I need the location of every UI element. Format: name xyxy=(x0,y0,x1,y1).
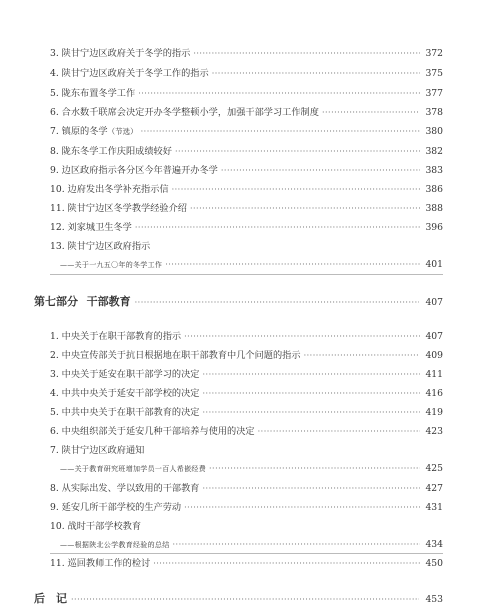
toc-entry[interactable] xyxy=(50,184,443,196)
entry-page: 383 xyxy=(425,165,443,176)
entry-title: 8. 陇东冬学工作庆阳成绩较好 xyxy=(50,146,172,157)
leader-dots xyxy=(175,146,420,158)
entry-title: 10. 战时干部学校教育 xyxy=(50,521,142,532)
toc-entry-sub[interactable] xyxy=(60,259,443,271)
entry-page: 380 xyxy=(425,126,443,137)
toc-entry-sub[interactable] xyxy=(60,463,443,475)
leader-dots xyxy=(172,184,420,196)
entry-title: 3. 陕甘宁边区政府关于冬学的指示 xyxy=(50,48,191,59)
entry-title: 4. 中共中央关于延安干部学校的决定 xyxy=(50,388,200,399)
entry-title: 7. 陕甘宁边区政府通知 xyxy=(50,445,145,456)
toc-entry[interactable] xyxy=(50,146,443,158)
entry-title: 12. 刘家城卫生冬学 xyxy=(50,222,132,233)
leader-dots xyxy=(203,388,421,400)
afterword-page: 453 xyxy=(425,594,443,605)
toc-entry[interactable] xyxy=(50,68,443,80)
leader-dots xyxy=(203,483,421,495)
entry-page: 377 xyxy=(425,88,443,99)
leader-dots xyxy=(190,203,420,215)
divider xyxy=(50,553,443,554)
entry-title: 8. 从实际出发、学以致用的干部教育 xyxy=(50,483,200,494)
toc-entry[interactable] xyxy=(50,48,443,60)
part-label: 第七部分 xyxy=(34,295,78,308)
entry-title: 5. 陇东布置冬学工作 xyxy=(50,88,136,99)
entry-page: 396 xyxy=(425,222,443,233)
entry-page: 372 xyxy=(425,48,443,59)
entry-title: 11. 巡回教师工作的检讨 xyxy=(50,558,151,569)
leader-dots xyxy=(184,331,420,343)
toc-entry[interactable] xyxy=(50,483,443,495)
entry-title: 1. 中央关于在职干部教育的指示 xyxy=(50,331,182,342)
leader-dots xyxy=(203,407,421,419)
entry-title: 6. 中央组织部关于延安几种干部培养与使用的决定 xyxy=(50,426,255,437)
entry-title: 3. 中央关于延安在职干部学习的决定 xyxy=(50,369,200,380)
entry-title: 11. 陕甘宁边区冬学教学经验介绍 xyxy=(50,203,187,214)
leader-dots xyxy=(258,426,420,438)
leader-dots xyxy=(193,48,420,60)
toc-entry[interactable] xyxy=(50,407,443,419)
toc-entry[interactable] xyxy=(50,165,443,177)
entry-page: 407 xyxy=(425,331,443,342)
toc-entry[interactable] xyxy=(50,521,443,533)
leader-dots xyxy=(209,463,420,475)
entry-page: 427 xyxy=(425,483,443,494)
entry-page: 450 xyxy=(425,558,443,569)
entry-page: 375 xyxy=(425,68,443,79)
leader-dots xyxy=(322,107,420,119)
leader-dots xyxy=(141,126,420,138)
leader-dots xyxy=(153,558,420,570)
entry-page: 378 xyxy=(425,107,443,118)
entry-title: 10. 边府发出冬学补充指示信 xyxy=(50,184,169,195)
toc-entry[interactable] xyxy=(50,426,443,438)
toc-entry[interactable] xyxy=(50,203,443,215)
leader-dots xyxy=(203,369,421,381)
entry-title: 13. 陕甘宁边区政府指示 xyxy=(50,241,151,252)
entry-page: 431 xyxy=(425,502,443,513)
divider xyxy=(50,274,443,275)
entry-title: 5. 中共中央关于在职干部教育的决定 xyxy=(50,407,200,418)
entry-page: 419 xyxy=(425,407,443,418)
entry-title: 7. 镇原的冬学（节选） xyxy=(50,126,138,137)
leader-dots xyxy=(304,350,420,362)
toc-entry[interactable] xyxy=(50,388,443,400)
toc-entry[interactable] xyxy=(50,369,443,381)
toc-entry[interactable] xyxy=(50,222,443,234)
entry-title: 4. 陕甘宁边区政府关于冬学工作的指示 xyxy=(50,68,209,79)
leader-dots xyxy=(173,539,421,551)
entry-page: 425 xyxy=(425,463,443,474)
entry-title: 2. 中央宣传部关于抗日根据地在职干部教育中几个问题的指示 xyxy=(50,350,301,361)
entry-page: 409 xyxy=(425,350,443,361)
part-name: 干部教育 xyxy=(86,295,131,308)
entry-page: 401 xyxy=(425,259,443,270)
leader-dots xyxy=(71,593,419,607)
entry-page: 382 xyxy=(425,146,443,157)
entry-page: 416 xyxy=(425,388,443,399)
toc-entry[interactable] xyxy=(50,241,443,253)
leader-dots xyxy=(184,502,420,514)
afterword-label: 后 记 xyxy=(34,592,67,605)
entry-page: 423 xyxy=(425,426,443,437)
toc-entry[interactable] xyxy=(50,107,443,119)
leader-dots xyxy=(135,296,419,310)
entry-page: 434 xyxy=(425,539,443,550)
entry-note: （节选） xyxy=(107,127,138,136)
toc-entry[interactable] xyxy=(50,331,443,343)
entry-subtitle: ——根据陕北公学教育经验的总结 xyxy=(60,541,170,549)
toc-entry-sub[interactable] xyxy=(60,539,443,551)
entry-subtitle: ——关于一九五〇年的冬学工作 xyxy=(60,261,163,269)
toc-entry[interactable] xyxy=(50,445,443,457)
afterword-heading[interactable] xyxy=(34,592,443,607)
entry-title: 9. 延安几所干部学校的生产劳动 xyxy=(50,502,182,513)
toc-entry[interactable] xyxy=(50,558,443,570)
entry-title: 6. 合水数千联席会决定开办冬学整顿小学，加强干部学习工作制度 xyxy=(50,107,319,118)
toc-entry[interactable] xyxy=(50,350,443,362)
toc-entry[interactable] xyxy=(50,126,443,138)
leader-dots xyxy=(212,68,420,80)
part-heading[interactable] xyxy=(34,295,443,310)
part-page: 407 xyxy=(425,297,443,308)
entry-page: 386 xyxy=(425,184,443,195)
toc-entry[interactable] xyxy=(50,502,443,514)
entry-page: 388 xyxy=(425,203,443,214)
leader-dots xyxy=(165,259,420,271)
leader-dots xyxy=(135,222,420,234)
toc-entry[interactable] xyxy=(50,88,443,100)
entry-title: 9. 边区政府指示各分区今年普遍开办冬学 xyxy=(50,165,218,176)
leader-dots xyxy=(138,88,420,100)
entry-page: 411 xyxy=(425,369,443,380)
leader-dots xyxy=(221,165,420,177)
entry-subtitle: ——关于教育研究班增加学员一百人希嵌经费 xyxy=(60,465,206,473)
